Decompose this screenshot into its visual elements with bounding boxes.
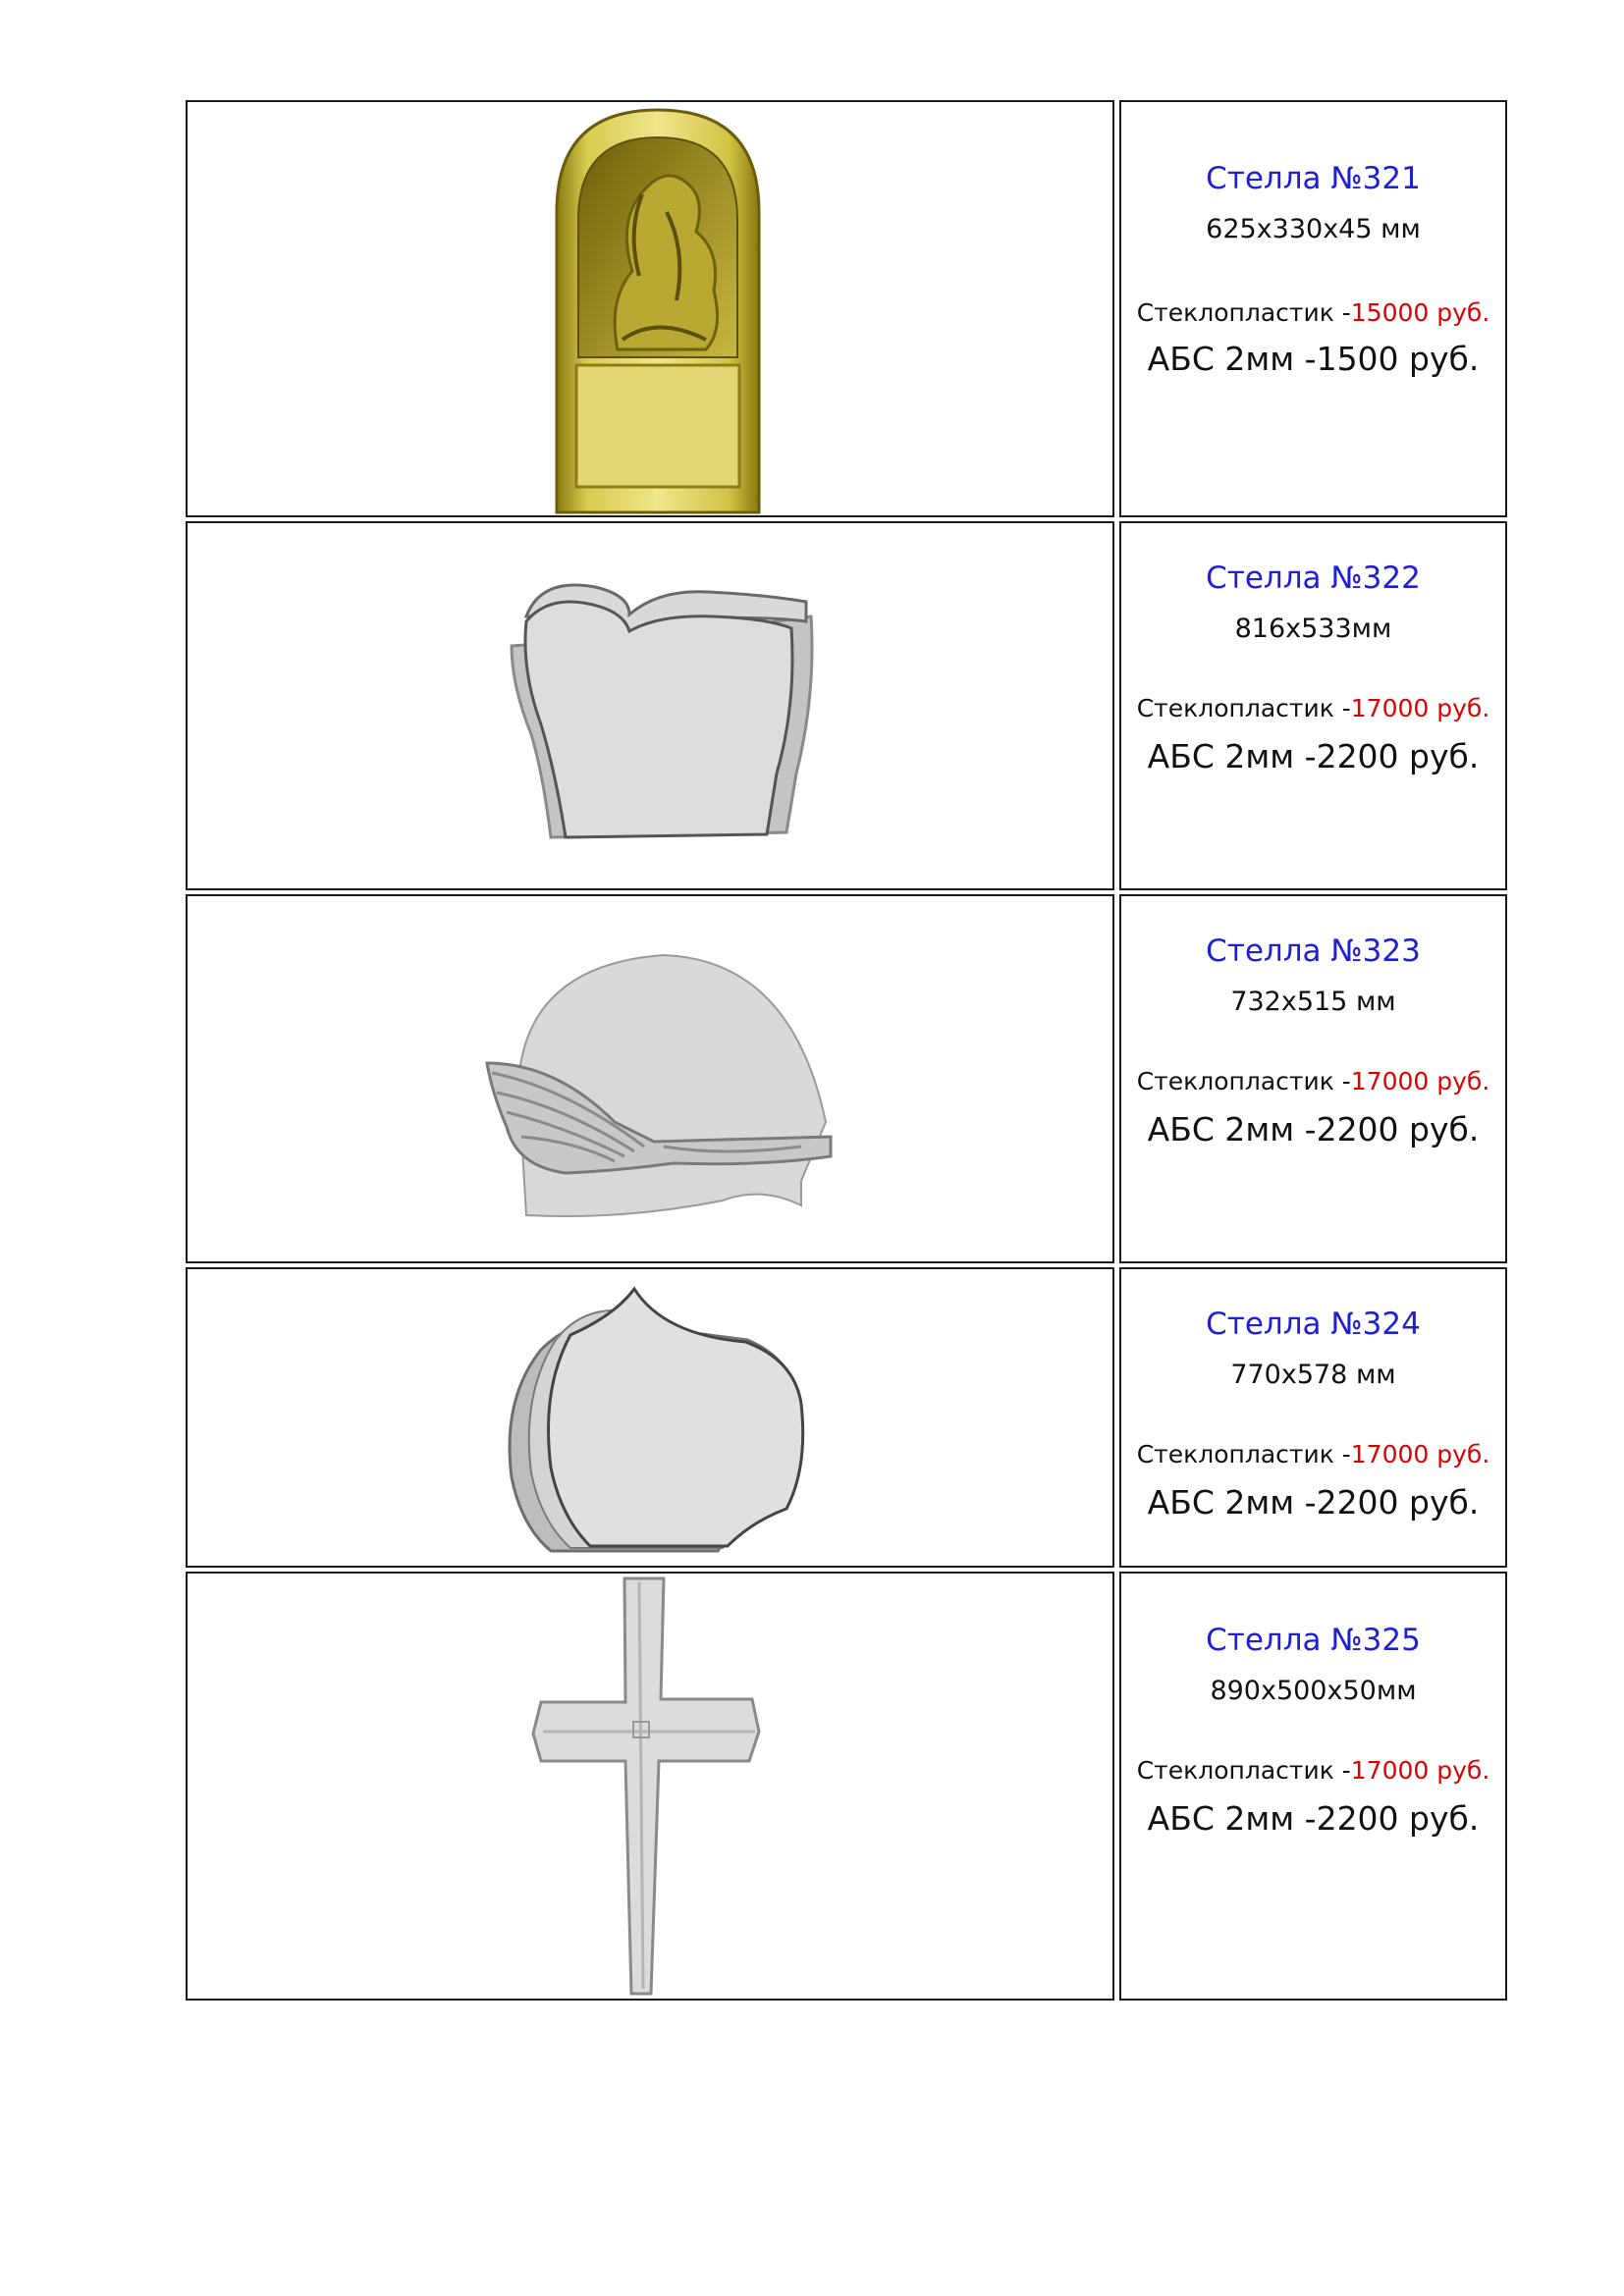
fiberglass-price-line <box>1121 1756 1505 1785</box>
product-info-cell <box>1119 100 1507 517</box>
fiberglass-price: 17000 руб. <box>1350 1067 1490 1095</box>
fiberglass-price: 17000 руб. <box>1350 1440 1490 1468</box>
product-row-325 <box>186 1572 1507 2001</box>
fiberglass-price-line <box>1121 694 1505 722</box>
product-row-321 <box>186 100 1507 517</box>
fiberglass-price-line <box>1121 1067 1505 1095</box>
product-info-cell <box>1119 521 1507 890</box>
product-image-cell <box>186 1572 1114 2001</box>
fiberglass-label: Стеклопластик - <box>1136 1067 1351 1095</box>
product-image-cell <box>186 100 1114 517</box>
fiberglass-price: 17000 руб. <box>1350 694 1490 722</box>
angel-stele-image <box>549 104 767 514</box>
onion-stele-image <box>482 1281 826 1561</box>
product-title: Стелла №324 <box>1206 1307 1421 1342</box>
product-row-323 <box>186 894 1507 1263</box>
abs-price-line: АБС 2мм -2200 руб. <box>1147 1799 1480 1838</box>
product-dimensions: 625х330х45 мм <box>1206 214 1421 244</box>
fiberglass-label: Стеклопластик - <box>1136 1756 1351 1785</box>
product-dimensions: 770х578 мм <box>1230 1360 1396 1390</box>
product-title: Стелла №325 <box>1206 1623 1421 1658</box>
wave-stele-image <box>472 577 836 842</box>
abs-price-line: АБС 2мм -2200 руб. <box>1147 1110 1480 1148</box>
fiberglass-label: Стеклопластик - <box>1136 298 1351 327</box>
cross-image <box>521 1576 777 1999</box>
product-image-cell <box>186 521 1114 890</box>
abs-price-line: АБС 2мм -1500 руб. <box>1147 340 1480 378</box>
fiberglass-price: 17000 руб. <box>1350 1756 1490 1785</box>
product-image-cell <box>186 894 1114 1263</box>
product-title: Стелла №323 <box>1206 934 1421 969</box>
fiberglass-label: Стеклопластик - <box>1136 694 1351 722</box>
product-title: Стелла №321 <box>1206 161 1421 196</box>
fiberglass-price-line <box>1121 1440 1505 1468</box>
fiberglass-label: Стеклопластик - <box>1136 1440 1351 1468</box>
fiberglass-price-line <box>1121 298 1505 327</box>
product-dimensions: 816х533мм <box>1234 614 1392 644</box>
dome-leaf-stele-image <box>467 945 840 1230</box>
product-row-324 <box>186 1267 1507 1568</box>
abs-price-line: АБС 2мм -2200 руб. <box>1147 1483 1480 1522</box>
product-dimensions: 732х515 мм <box>1230 987 1396 1017</box>
product-info-cell <box>1119 1572 1507 2001</box>
abs-price-line: АБС 2мм -2200 руб. <box>1147 737 1480 775</box>
product-info-cell <box>1119 1267 1507 1568</box>
product-dimensions: 890х500х50мм <box>1210 1676 1417 1706</box>
product-info-cell <box>1119 894 1507 1263</box>
product-title: Стелла №322 <box>1206 561 1421 596</box>
product-image-cell <box>186 1267 1114 1568</box>
fiberglass-price: 15000 руб. <box>1350 298 1490 327</box>
product-row-322 <box>186 521 1507 890</box>
